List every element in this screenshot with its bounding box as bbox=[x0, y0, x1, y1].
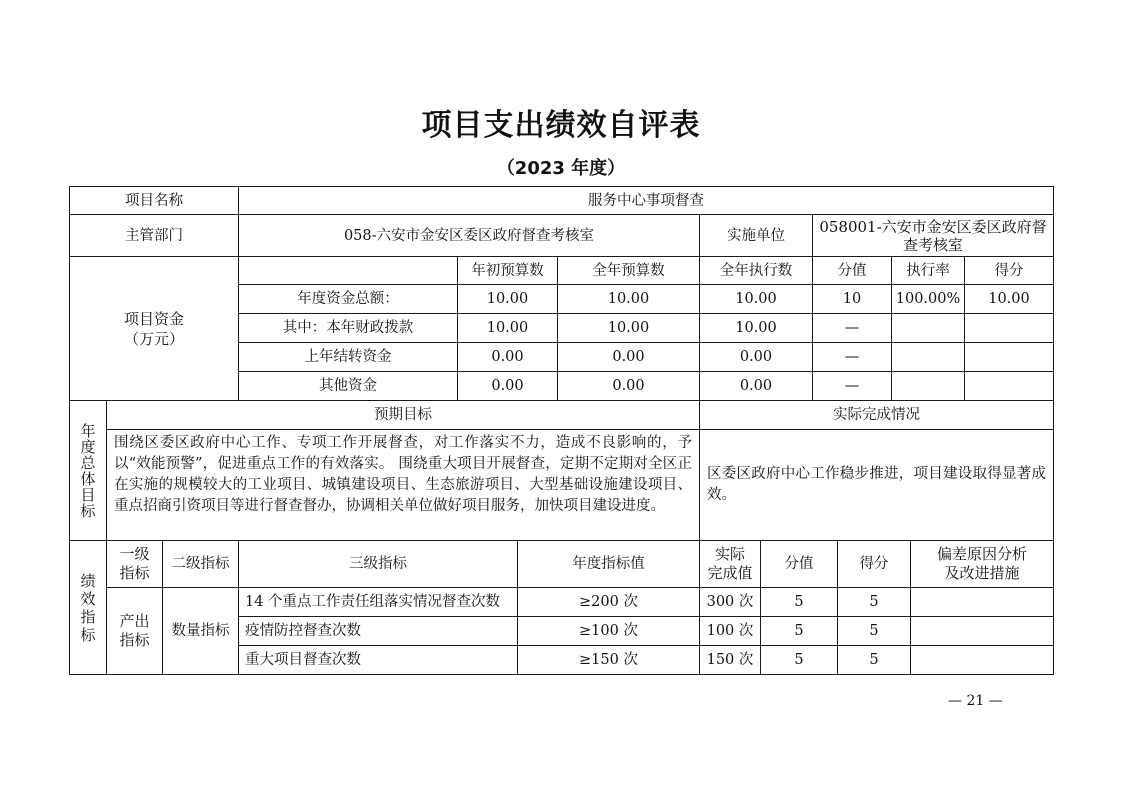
implementing-unit-line: 058001-六安市金安区委区政府督 bbox=[819, 217, 1047, 236]
header-level1-line: 指标 bbox=[119, 564, 150, 582]
performance-label bbox=[70, 541, 106, 674]
header-actual-line: 实际 bbox=[714, 545, 745, 563]
indicator-score-value: 5 bbox=[794, 652, 804, 668]
funds-label bbox=[70, 257, 238, 400]
annual-goal-label-char: 年 bbox=[80, 421, 96, 440]
indicator-score: 5 bbox=[869, 623, 879, 639]
annual-goal-label-char: 体 bbox=[80, 469, 96, 488]
funds-header-score-value: 分值 bbox=[837, 262, 867, 279]
indicator-score-value: 5 bbox=[794, 623, 804, 639]
project-name-value: 服务中心事项督查 bbox=[588, 192, 704, 209]
header-level1-line: 一级 bbox=[119, 545, 150, 563]
funds-row-score-value: — bbox=[844, 320, 860, 336]
header-level3: 三级指标 bbox=[349, 556, 407, 572]
header-actual-line: 完成值 bbox=[707, 564, 753, 582]
funds-row-label: 其他资金 bbox=[319, 378, 377, 394]
performance-label-char: 效 bbox=[80, 589, 96, 608]
funds-row-score bbox=[965, 343, 1053, 371]
funds-row-score bbox=[965, 314, 1053, 342]
funds-row-executed: 0.00 bbox=[739, 349, 773, 365]
page-title: 项目支出绩效自评表 bbox=[421, 108, 701, 143]
header-actual bbox=[700, 541, 760, 587]
header-deviation-line: 及改进措施 bbox=[944, 564, 1020, 582]
indicator-name: 重大项目督查次数 bbox=[245, 652, 361, 668]
header-level2: 二级指标 bbox=[171, 556, 230, 572]
performance-label-char: 标 bbox=[80, 625, 96, 644]
table-line bbox=[69, 674, 1054, 675]
indicator-actual: 300 次 bbox=[706, 594, 754, 610]
indicator-actual: 150 次 bbox=[706, 652, 754, 668]
annual-goal-label-char: 目 bbox=[80, 485, 96, 504]
annual-goal-label-char: 总 bbox=[80, 453, 96, 472]
funds-row-score-value: 10 bbox=[842, 291, 862, 307]
indicator-deviation bbox=[911, 646, 1053, 674]
actual-completion-text: 区委区政府中心工作稳步推进，项目建设取得显著成效。 bbox=[707, 466, 1046, 503]
implementing-unit-line: 查考核室 bbox=[902, 235, 963, 254]
funds-row-annual: 0.00 bbox=[612, 349, 645, 365]
performance-label-char: 指 bbox=[80, 607, 96, 626]
indicator-score: 5 bbox=[869, 594, 879, 610]
funds-row-score bbox=[965, 372, 1053, 400]
level1-output-line: 产出 bbox=[119, 612, 150, 630]
project-name-label: 项目名称 bbox=[125, 192, 183, 209]
expected-goal-header: 预期目标 bbox=[374, 407, 432, 423]
funds-row-rate bbox=[892, 372, 964, 400]
header-deviation bbox=[911, 541, 1053, 587]
table-line bbox=[1053, 186, 1054, 675]
indicator-target: ≥200 次 bbox=[579, 594, 638, 610]
implementing-unit-value bbox=[813, 215, 1053, 256]
funds-row-initial: 0.00 bbox=[491, 378, 524, 394]
funds-row-rate bbox=[892, 343, 964, 371]
page-subtitle: （2023 年度） bbox=[496, 158, 626, 179]
funds-row-label: 上年结转资金 bbox=[304, 349, 392, 365]
indicator-deviation bbox=[911, 617, 1053, 645]
funds-row-score-value: — bbox=[844, 349, 860, 365]
funds-header-score: 得分 bbox=[994, 262, 1024, 279]
funds-row-executed: 0.00 bbox=[739, 378, 773, 394]
funds-row-label: 其中：本年财政拨款 bbox=[282, 320, 414, 336]
funds-header-executed: 全年执行数 bbox=[719, 262, 793, 279]
funds-header-rate: 执行率 bbox=[906, 262, 950, 279]
funds-row-initial: 0.00 bbox=[491, 349, 524, 365]
indicator-name: 疫情防控督查次数 bbox=[245, 623, 361, 639]
header-deviation-line: 偏差原因分析 bbox=[936, 545, 1027, 563]
annual-goal-label-char: 度 bbox=[80, 437, 96, 456]
indicator-score: 5 bbox=[869, 652, 879, 668]
annual-goal-label-char: 标 bbox=[80, 501, 96, 520]
indicator-name: 14 个重点工作责任组落实情况督查次数 bbox=[245, 594, 501, 610]
funds-row-annual: 10.00 bbox=[607, 320, 650, 336]
page-number: — 21 — bbox=[948, 693, 1003, 709]
actual-completion-header: 实际完成情况 bbox=[833, 407, 920, 423]
funds-label-line: （万元） bbox=[123, 329, 184, 348]
funds-row-score-value: — bbox=[844, 378, 860, 394]
department-label: 主管部门 bbox=[125, 227, 183, 244]
funds-row-annual: 0.00 bbox=[612, 378, 645, 394]
annual-goal-label bbox=[70, 401, 106, 540]
header-score-value: 分值 bbox=[784, 556, 814, 572]
header-annual-target: 年度指标值 bbox=[572, 556, 645, 572]
indicator-target: ≥150 次 bbox=[579, 652, 638, 668]
funds-row-label: 年度资金总额： bbox=[297, 291, 399, 307]
indicator-target: ≥100 次 bbox=[579, 623, 638, 639]
funds-row-annual: 10.00 bbox=[607, 291, 650, 307]
funds-row-rate bbox=[892, 314, 964, 342]
funds-header-annual: 全年预算数 bbox=[592, 262, 665, 279]
performance-label-char: 绩 bbox=[80, 571, 96, 590]
funds-row-executed: 10.00 bbox=[735, 320, 777, 336]
funds-row-score: 10.00 bbox=[988, 291, 1030, 307]
header-score: 得分 bbox=[859, 556, 889, 572]
funds-row-initial: 10.00 bbox=[486, 320, 529, 336]
header-level1 bbox=[107, 541, 162, 587]
implementing-unit-label: 实施单位 bbox=[727, 227, 785, 244]
indicator-actual: 100 次 bbox=[706, 623, 754, 639]
funds-row-initial: 10.00 bbox=[486, 291, 529, 307]
funds-header-initial: 年初预算数 bbox=[471, 262, 544, 279]
indicator-score-value: 5 bbox=[794, 594, 804, 610]
expected-goal-text: 围绕区委区政府中心工作、专项工作开展督查，对工作落实不力，造成不良影响的，予以“效能预警”，促进重点工作的有效落实。 围绕重大项目开展督查，定期不定期对全区正在实施的规模较大的工业项目、城镇建设项目、生态旅游项目、大型基础设施建设项目、重点招商引资项目等进行督查督办，协调相关单位做好项目服务，加快项目建设进度。 bbox=[114, 435, 692, 514]
funds-label-line: 项目资金 bbox=[123, 309, 184, 328]
level1-output bbox=[107, 588, 162, 674]
department-value: 058-六安市金安区委区政府督查考核室 bbox=[343, 227, 595, 244]
funds-row-rate: 100.00% bbox=[895, 291, 961, 307]
level1-output-line: 指标 bbox=[119, 631, 150, 649]
indicator-deviation bbox=[911, 588, 1053, 616]
level2-quantity: 数量指标 bbox=[171, 623, 230, 639]
table-line bbox=[107, 429, 1054, 430]
funds-row-executed: 10.00 bbox=[735, 291, 777, 307]
